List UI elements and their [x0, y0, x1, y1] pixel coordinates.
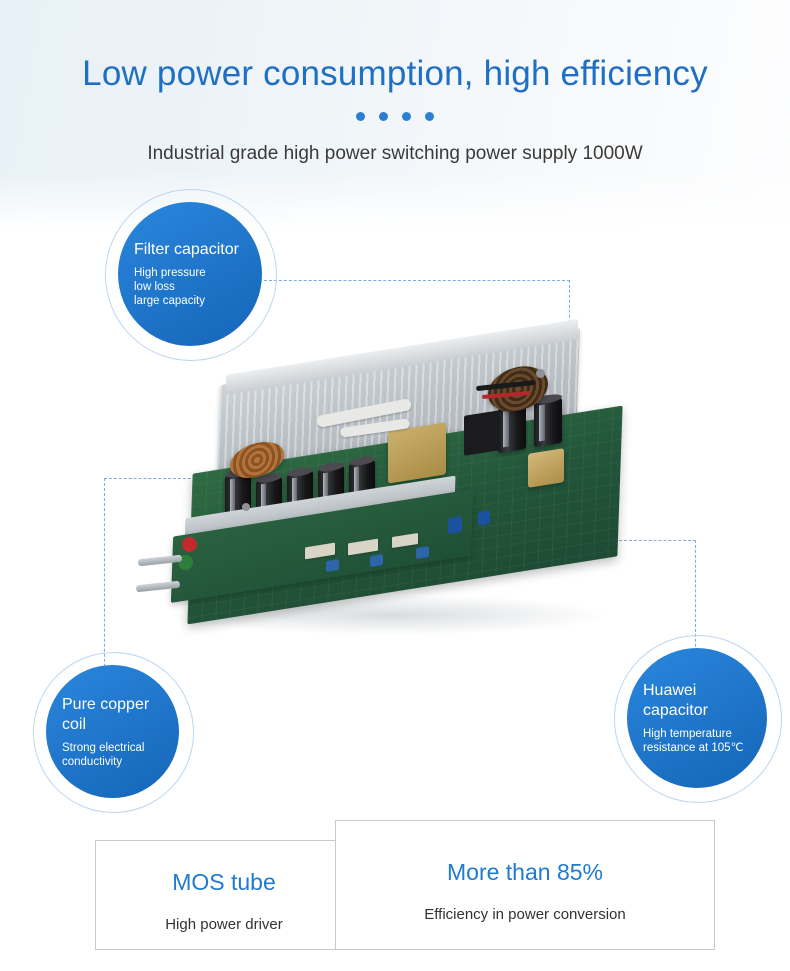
info-box-desc: Efficiency in power conversion — [424, 906, 626, 923]
mounting-screw — [242, 503, 250, 511]
mounting-screw — [536, 369, 545, 378]
dot-2 — [379, 112, 388, 121]
callout-desc-line: High temperature — [643, 728, 732, 740]
blue-capacitor — [478, 510, 490, 526]
callout-title: Huawei capacitor — [643, 682, 708, 719]
callout-huawei-capacitor — [627, 648, 767, 788]
trimmer-potentiometer — [370, 554, 383, 567]
dot-3 — [402, 112, 411, 121]
callout-text — [118, 240, 262, 308]
switching-power-supply-board-photo — [130, 345, 675, 685]
red-terminal-post — [182, 537, 197, 552]
callout-desc-line: resistance at 105℃ — [643, 742, 744, 754]
callout-desc-line: High pressure — [134, 267, 206, 279]
callout-text — [46, 695, 179, 769]
page-subtitle: Industrial grade high power switching power supply 1000W — [147, 143, 643, 164]
page-title: Low power consumption, high efficiency — [82, 54, 708, 93]
callout-title: Pure copper coil — [62, 695, 150, 733]
decorative-dots — [0, 112, 790, 121]
callout-desc-line: Strong electrical — [62, 741, 145, 754]
callout-text — [627, 681, 767, 755]
callout-desc-line: large capacity — [134, 295, 205, 307]
blue-capacitor — [448, 516, 462, 534]
dot-4 — [425, 112, 434, 121]
relay-block — [464, 410, 500, 456]
main-transformer — [388, 422, 446, 483]
small-transformer — [528, 448, 564, 488]
info-box-title: MOS tube — [172, 869, 276, 895]
huawei-capacitor-component — [534, 397, 562, 447]
info-box-efficiency — [335, 820, 715, 950]
info-box-desc: High power driver — [165, 916, 283, 933]
info-box-title: More than 85% — [447, 859, 603, 885]
trimmer-potentiometer — [326, 559, 339, 572]
info-box-mos-tube — [95, 840, 353, 950]
trimmer-potentiometer — [416, 546, 429, 559]
dot-1 — [356, 112, 365, 121]
callout-title: Filter capacitor — [134, 241, 239, 258]
callout-pure-copper-coil — [46, 665, 179, 798]
callout-desc-line: conductivity — [62, 755, 123, 768]
callout-desc-line: low loss — [134, 281, 175, 293]
callout-filter-capacitor — [118, 202, 262, 346]
